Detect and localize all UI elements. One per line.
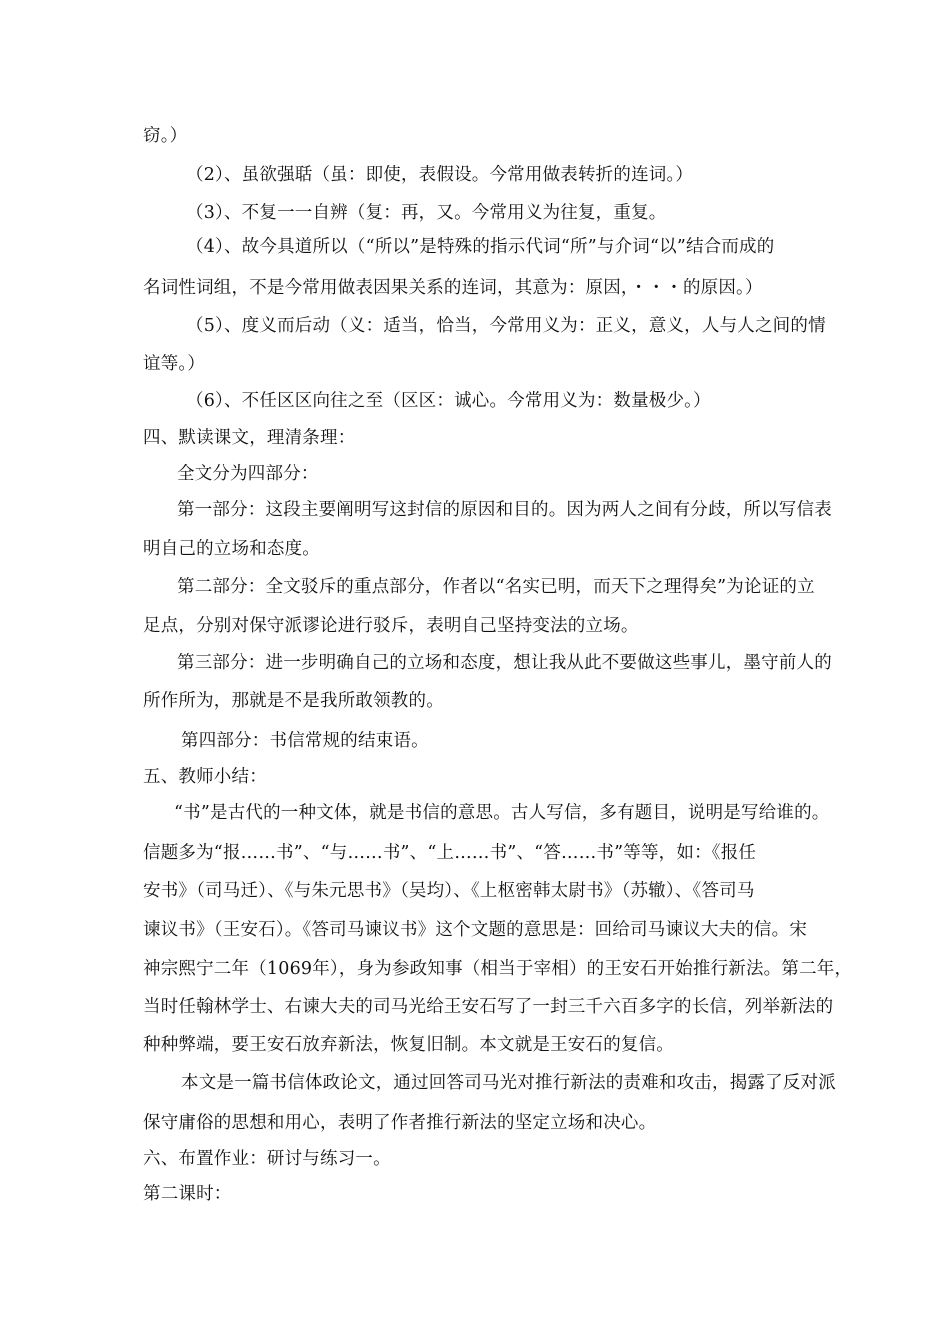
text-line: （4）、故今具道所以（“所以”是特殊的指示代词“所”与介词“以”结合而成的 — [186, 237, 775, 257]
text-line: 种种弊端，要王安石放弃新法，恢复旧制。本文就是王安石的复信。 — [143, 1035, 674, 1055]
text-line: “书”是古代的一种文体，就是书信的意思。古人写信，多有题目，说明是写给谁的。 — [174, 803, 830, 823]
text-line: 当时任翰林学士、右谏大夫的司马光给王安石写了一封三千六百多字的长信，列举新法的 — [143, 997, 834, 1017]
section-heading: 第二课时： — [143, 1184, 232, 1204]
text-line: 足点，分别对保守派谬论进行驳斥，表明自己坚持变法的立场。 — [143, 616, 639, 636]
text-line: 安书》（司马迁）、《与朱元思书》（吴均）、《上枢密韩太尉书》（苏辙）、《答司马 — [143, 881, 755, 901]
text-line: 第三部分：进一步明确自己的立场和态度，想让我从此不要做这些事儿，墨守前人的 — [177, 653, 832, 673]
text-line: 谏议书》（王安石）。《答司马谏议书》这个文题的意思是：回给司马谏议大夫的信。宋 — [143, 920, 808, 940]
text-line: （6）、不任区区向往之至（区区：诚心。今常用义为：数量极少。） — [186, 391, 711, 411]
text-line: 保守庸俗的思想和用心，表明了作者推行新法的坚定立场和决心。 — [143, 1113, 657, 1133]
text-line: 所作所为，那就是不是我所敢领教的。 — [143, 691, 444, 711]
text-line: （5）、度义而后动（义：适当，恰当，今常用义为：正义，意义，人与人之间的情 — [186, 316, 826, 336]
section-heading: 四、默读课文，理清条理： — [143, 428, 356, 448]
text-line: （2）、虽欲强聒（虽：即使，表假设。今常用做表转折的连词。） — [186, 165, 694, 185]
text-line: 第四部分：书信常规的结束语。 — [181, 731, 429, 751]
section-heading: 五、教师小结： — [143, 767, 267, 787]
text-line: 本文是一篇书信体政论文，通过回答司马光对推行新法的责难和攻击，揭露了反对派 — [181, 1073, 836, 1093]
text-line: 名词性词组，不是今常用做表因果关系的连词，其意为：原因，・・・的原因。） — [143, 278, 763, 298]
text-line: （3）、不复一一自辨（复：再，又。今常用义为往复，重复。 — [186, 203, 667, 223]
text-line: 明自己的立场和态度。 — [143, 539, 320, 559]
text-line: 神宗熙宁二年（1069年），身为参政知事（相当于宰相）的王安石开始推行新法。第二年， — [143, 959, 853, 979]
section-heading: 六、布置作业：研讨与练习一。 — [143, 1149, 391, 1169]
text-line: 窃。） — [143, 126, 188, 146]
text-line: 第一部分：这段主要阐明写这封信的原因和目的。因为两人之间有分歧，所以写信表 — [177, 500, 832, 520]
text-line: 全文分为四部分： — [177, 464, 319, 484]
text-line: 第二部分：全文驳斥的重点部分，作者以“名实已明，而天下之理得矣”为论证的立 — [177, 577, 815, 597]
text-line: 谊等。） — [143, 354, 206, 374]
text-line: 信题多为“报……书”、“与……书”、“上……书”、“答……书”等等，如：《报任 — [143, 843, 757, 863]
